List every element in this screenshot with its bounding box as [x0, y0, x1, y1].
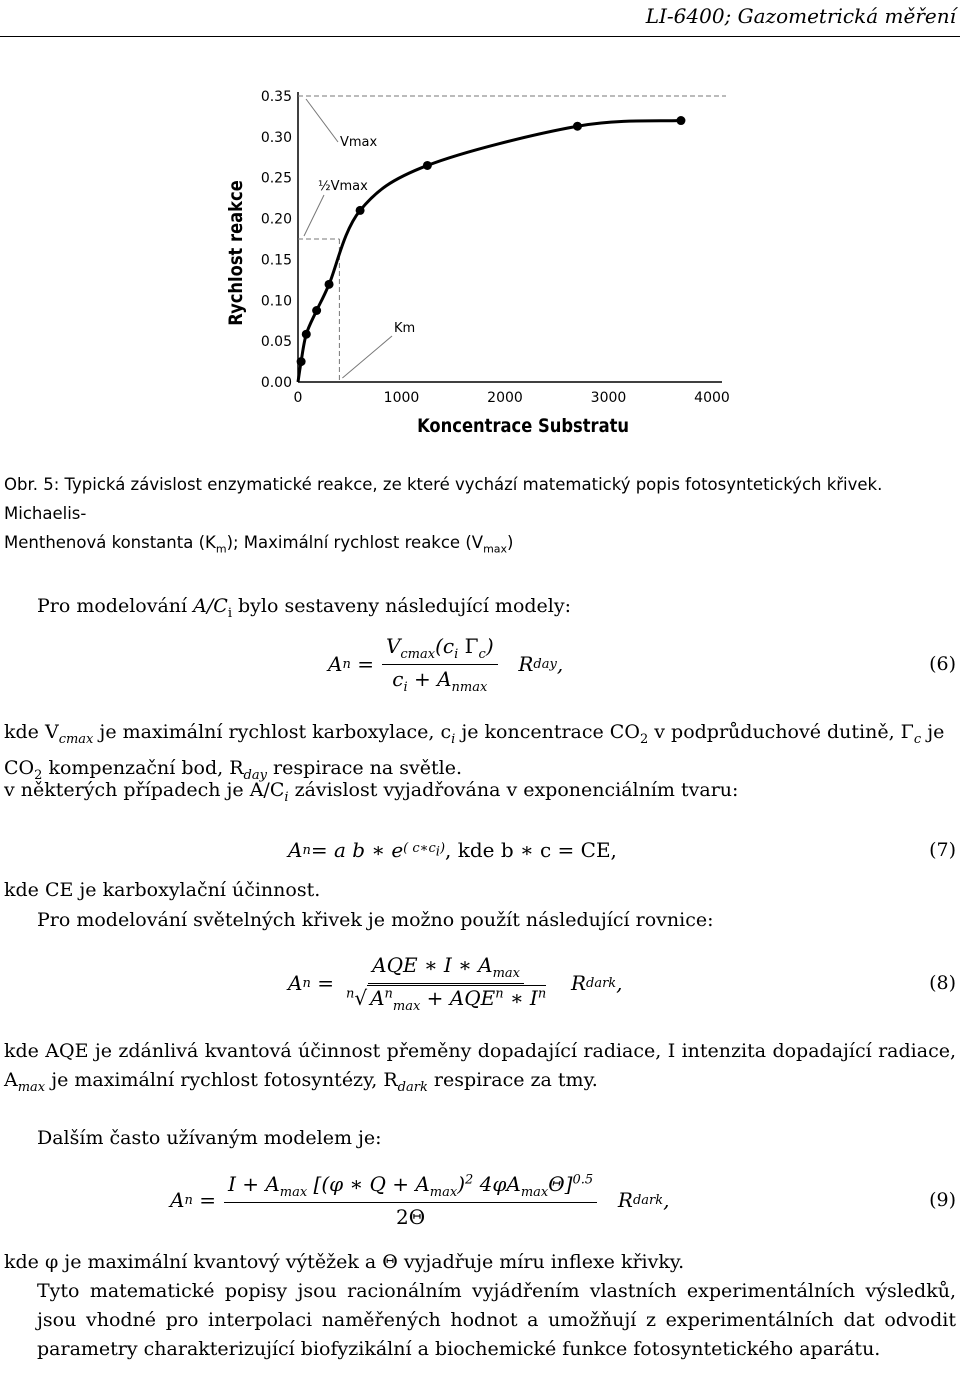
next-model-intro: Dalším často užívaným modelem je: — [37, 1127, 382, 1149]
intro-paragraph: Pro modelování $A/C_i$ bylo sestaveny následující modely: — [37, 595, 572, 621]
rate-curve — [298, 121, 681, 382]
equation-6: A n = $\frac{V_{cmax}(c_i \Gamma_c)}{c_i + A_{nmax}}$ R day , (6) — [328, 633, 956, 695]
exponential-intro: v některých případech je $A/C_i$ závislost vyjadřována v exponenciálním tvaru: — [4, 779, 739, 805]
x-axis-title: Koncentrace Substratu — [417, 415, 630, 438]
definition-6: kde $V_{cmax}$ je maximální rychlost karboxylace, $c_i$ je koncentrace $CO_2$ v podprůduchové dutině, $\Gamma_c$ je $CO_2$ kompenzační bod, $R_{day}$ respirace na světle. — [4, 721, 945, 783]
vmax-annotation: Vmax — [340, 135, 378, 150]
y-tick-label: 0.25 — [260, 170, 292, 187]
y-tick-label: 0.30 — [260, 129, 292, 146]
equation-6-number: (6) — [929, 653, 956, 675]
equation-7: A n = a b ∗ e ( $c∗c_i$) , kde b ∗ c = CE, (7) — [0, 822, 956, 878]
closing-paragraph: Tyto matematické popisy jsou racionálním vyjádřením vlastních experimentálních výsledků, jsou vhodné pro interpolaci naměřených hodnot a umožňují z experimentálních dat odvodit parametry charakterizující biofyzikální a biochemické funkce fotosyntetického aparátu. — [37, 1280, 956, 1360]
x-tick-label: 0 — [293, 390, 303, 406]
definition-7: kde CE je karboxylační účinnost. — [4, 879, 321, 901]
y-tick-label: 0.35 — [260, 89, 292, 105]
half-vmax-leader-line — [304, 195, 324, 236]
half-vmax-annotation: ½Vmax — [318, 179, 368, 194]
km-annotation: Km — [394, 321, 416, 336]
equation-9-number: (9) — [929, 1189, 956, 1211]
y-tick-label: 0.10 — [260, 293, 292, 310]
data-point — [423, 161, 432, 170]
equation-7-number: (7) — [929, 839, 956, 861]
michaelis-menten-chart — [214, 78, 744, 438]
data-point — [325, 280, 334, 289]
data-point — [356, 206, 365, 215]
equation-8: A n = $\frac{AQE ∗ I ∗ A_{max}}{^n√ A^n_{max} + AQE^n ∗ I^n}$ R dark , (8) — [288, 952, 956, 1014]
km-leader-line — [342, 336, 392, 378]
running-header: LI-6400; Gazometrická měření — [645, 4, 956, 28]
y-tick-label: 0.05 — [260, 334, 292, 351]
x-tick-label: 3000 — [590, 390, 627, 406]
x-tick-label: 1000 — [383, 390, 420, 406]
data-point — [297, 357, 306, 366]
vmax-leader-line — [306, 99, 338, 142]
y-tick-label: 0.20 — [260, 211, 292, 228]
x-tick-label: 2000 — [487, 390, 523, 406]
y-tick-label: 0.15 — [260, 252, 292, 269]
equation-8-number: (8) — [929, 972, 956, 994]
figure-caption: Obr. 5: Typická závislost enzymatické reakce, ze které vychází matematický popis fotosyntetických křivek. Michaelis- Menthenová konstanta $(K_m)$; Maximální rychlost reakce $(V_{max})$ — [4, 475, 883, 556]
data-point — [312, 306, 321, 315]
y-axis-title: Rychlost reakce — [225, 180, 248, 326]
data-point — [573, 122, 582, 131]
x-tick-label: 4000 — [694, 390, 730, 406]
header-rule — [0, 36, 960, 37]
y-tick-label: 0.00 — [260, 375, 292, 391]
light-curve-intro: Pro modelování světelných křivek je možno použít následující rovnice: — [37, 909, 714, 931]
definition-9: kde φ je maximální kvantový výtěžek a Θ vyjadřuje míru inflexe křivky. — [4, 1251, 685, 1273]
equation-9: A n = $\frac{I + A_{max} [(\varphi ∗ Q + A_{max})^2 4\varphi A_{max}\Theta]^{0.5}}{2\Theta}$ R dark , (9) — [170, 1171, 956, 1229]
definition-8: kde AQE je zdánlivá kvantová účinnost přeměny dopadající radiace, I intenzita dopadající radiace, $A_{max}$ je maximální rychlost fotosyntézy, $R_{dark}$ respirace za tmy. — [4, 1040, 956, 1095]
data-point — [302, 330, 311, 339]
data-point — [676, 116, 685, 125]
